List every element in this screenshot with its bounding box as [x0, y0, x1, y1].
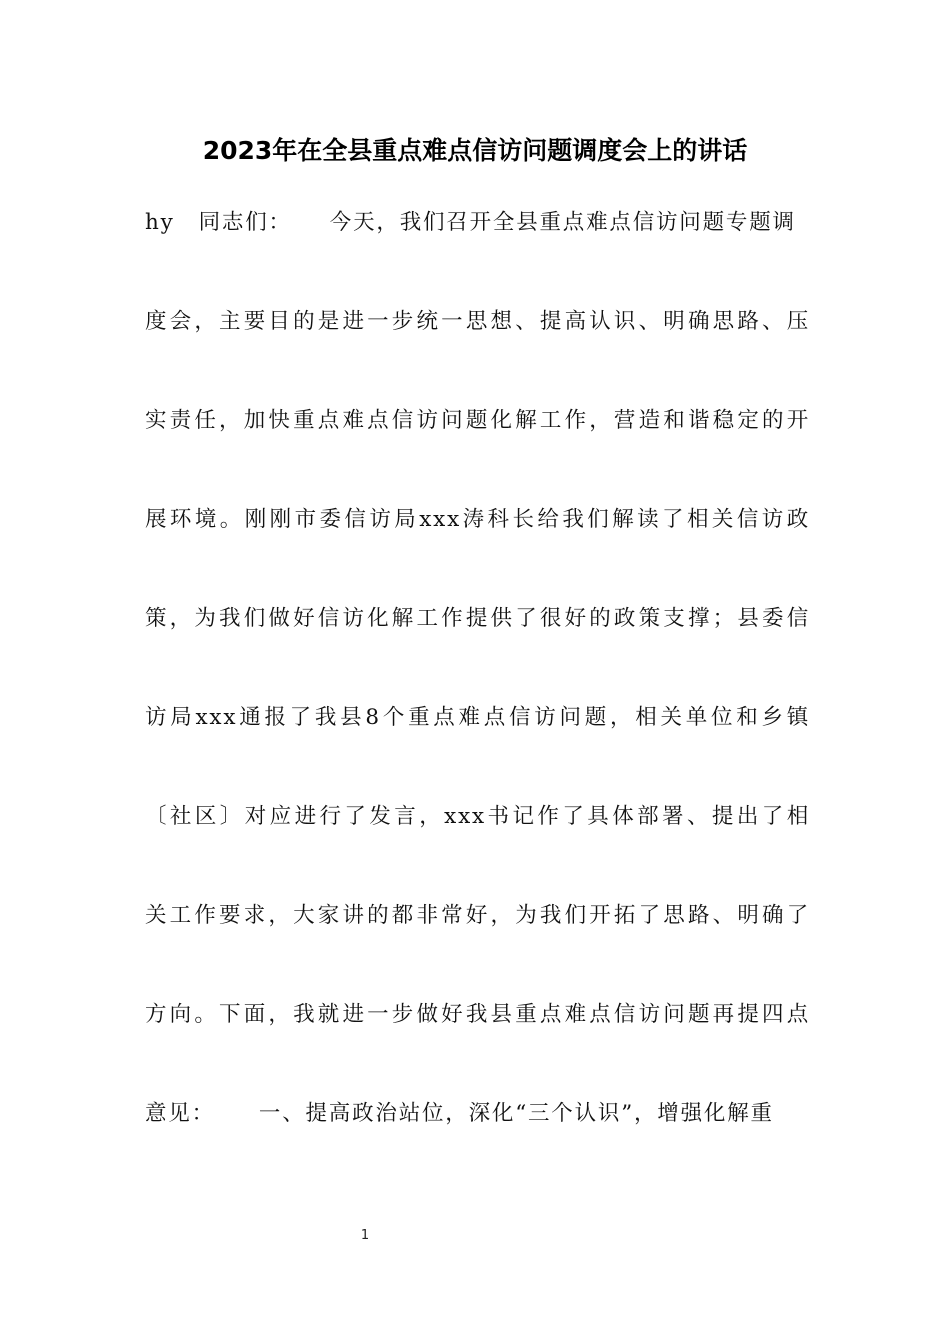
text-line-3: 实责任，加快重点难点信访问题化解工作，营造和谐稳定的开 [145, 408, 810, 433]
text-line-7: 〔社区〕对应进行了发言，xxx书记作了具体部署、提出了相 [145, 804, 810, 829]
text-line-2: 度会，主要目的是进一步统一思想、提高认识、明确思路、压 [145, 309, 810, 334]
text-fragment-opening: 今天，我们召开全县重点难点信访问题专题调 [329, 210, 796, 235]
page-number: 1 [360, 1228, 370, 1243]
text-line-6: 访局xxx通报了我县8个重点难点信访问题，相关单位和乡镇 [145, 705, 810, 730]
text-fragment-opinion: 意见： [145, 1101, 215, 1126]
text-line-1 [145, 200, 810, 299]
text-fragment-hy: hy [145, 210, 175, 235]
text-line-10 [145, 1091, 810, 1190]
document-body [145, 200, 810, 1190]
text-line-5: 策，为我们做好信访化解工作提供了很好的政策支撑；县委信 [145, 606, 810, 631]
text-fragment-salutation: 同志们： [198, 210, 292, 235]
text-fragment-section-one: 一、提高政治站位，深化“三个认识”，增强化解重 [258, 1101, 774, 1126]
document-title: 2023年在全县重点难点信访问题调度会上的讲话 [202, 136, 748, 165]
text-line-9: 方向。下面，我就进一步做好我县重点难点信访问题再提四点 [145, 1002, 810, 1027]
text-line-8: 关工作要求，大家讲的都非常好，为我们开拓了思路、明确了 [145, 903, 810, 928]
text-line-4: 展环境。刚刚市委信访局xxx涛科长给我们解读了相关信访政 [145, 507, 810, 532]
